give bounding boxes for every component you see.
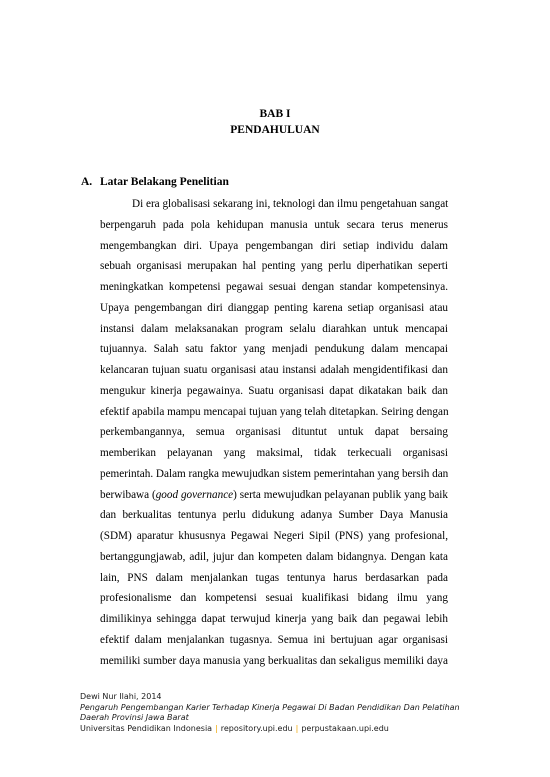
section-heading bbox=[81, 176, 229, 188]
footer-title-line-2: Daerah Provinsi Jawa Barat bbox=[80, 713, 189, 722]
italic-term: good governance bbox=[155, 488, 234, 501]
section-letter: A. bbox=[81, 176, 93, 188]
footer-university: Universitas Pendidikan Indonesia bbox=[80, 723, 213, 733]
body-line: Upaya pengembangan diri dianggap penting karena setiap organisasi atau bbox=[100, 301, 448, 314]
footer-separator: | bbox=[295, 723, 299, 733]
body-line: tujuannya. Salah satu faktor yang menjadi pendukung dalam mencapai bbox=[100, 343, 448, 356]
body-line: kelancaran tujuan suatu organisasi atau instansi adalah mengidentifikasi dan bbox=[100, 364, 448, 376]
body-line: bertanggungjawab, adil, jujur dan kompeten dalam bidangnya. Dengan kata bbox=[100, 550, 448, 563]
body-line: perkembangannya, semua organisasi dituntut untuk dapat bersaing bbox=[100, 426, 448, 439]
footer-library-link[interactable]: perpustakaan.upi.edu bbox=[301, 723, 389, 733]
body-line: berpengaruh pada pola kehidupan manusia untuk secara terus menerus bbox=[100, 218, 448, 231]
footer-title-line-1: Pengaruh Pengembangan Karier Terhadap Kinerja Pegawai Di Badan Pendidikan Dan Pelatihan bbox=[80, 702, 460, 712]
body-line: pemerintah. Dalam rangka mewujudkan sistem pemerintahan yang bersih dan bbox=[100, 467, 449, 480]
body-line: memiliki sumber daya manusia yang berkualitas dan sekaligus memiliki daya bbox=[100, 654, 448, 667]
chapter-number: BAB I bbox=[259, 108, 291, 120]
body-line: meningkatkan kompetensi pegawai sesuai dengan standar kompetensinya. bbox=[100, 281, 448, 293]
page-footer bbox=[80, 692, 480, 734]
chapter-title: PENDAHULUAN bbox=[230, 124, 320, 136]
body-line: instansi dalam melaksanakan program selalu diarahkan untuk mencapai bbox=[100, 322, 448, 335]
body-line: sebuah organisasi merupakan hal penting yang perlu diperhatikan seperti bbox=[100, 260, 448, 273]
footer-repository-link[interactable]: repository.upi.edu bbox=[220, 723, 293, 733]
footer-links bbox=[80, 724, 480, 735]
body-line: dan berkualitas tentunya perlu didukung adanya Sumber Daya Manusia bbox=[100, 509, 448, 522]
footer-separator: | bbox=[215, 723, 218, 733]
body-line: profesionalisme dan kompetensi sesuai kualifikasi bidang ilmu yang bbox=[100, 592, 448, 605]
footer-author: Dewi Nur Ilahi, 2014 bbox=[80, 692, 162, 701]
body-line: efektif dalam menjalankan tugasnya. Semua ini bertujuan agar organisasi bbox=[100, 633, 448, 646]
body-line: Di era globalisasi sekarang ini, teknologi dan ilmu pengetahuan sangat bbox=[132, 198, 449, 210]
body-line: (SDM) aparatur khususnya Pegawai Negeri Sipil (PNS) yang profesional, bbox=[100, 530, 448, 542]
body-line: dimilikinya sehingga dapat terwujud kinerja yang baik dan pegawai lebih bbox=[100, 613, 448, 625]
body-paragraph bbox=[100, 194, 448, 671]
body-line: mengukur kinerja pegawainya. Suatu organisasi dapat dikatakan baik dan bbox=[100, 384, 448, 397]
body-line: mengembangkan diri. Upaya pengembangan diri setiap individu dalam bbox=[100, 239, 448, 252]
body-line: berwibawa (good governance) serta mewujudkan pelayanan publik yang baik bbox=[100, 488, 448, 501]
body-line: lain, PNS dalam menjalankan tugas tentunya harus berdasarkan pada bbox=[100, 571, 448, 584]
section-title: Latar Belakang Penelitian bbox=[100, 176, 229, 188]
body-line: memberikan pelayanan yang maksimal, tidak terkecuali organisasi bbox=[100, 447, 448, 459]
body-line: efektif apabila mampu mencapai tujuan yang telah ditetapkan. Seiring dengan bbox=[100, 405, 449, 418]
